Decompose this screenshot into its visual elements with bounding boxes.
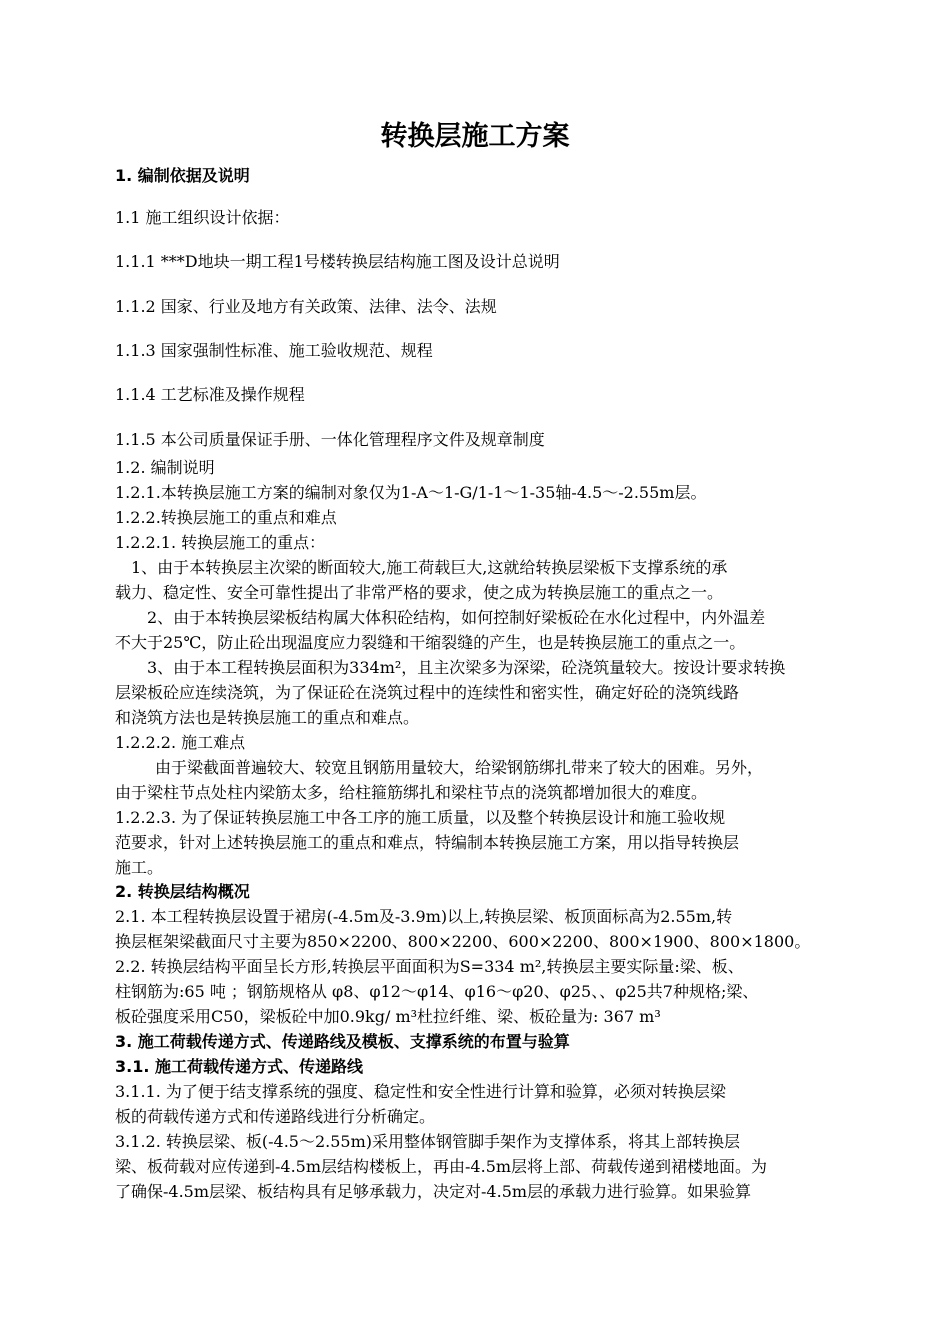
text-line: 换层框架梁截面尺寸主要为850×2200、800×2200、600×2200、800×1900、800×1800。: [115, 932, 811, 951]
text-line: 由于梁柱节点处柱内梁筋太多，给柱箍筋绑扎和梁柱节点的浇筑都增加很大的难度。: [115, 783, 708, 802]
text-line: 2.2. 转换层结构平面呈长方形,转换层平面面积为S=334 m²,转换层主要实际量:梁、板、: [115, 957, 744, 976]
text-line: 1.1.5 本公司质量保证手册、一体化管理程序文件及规章制度: [115, 430, 545, 449]
text-line: 和浇筑方法也是转换层施工的重点和难点。: [115, 708, 420, 727]
text-line: 1.1.3 国家强制性标准、施工验收规范、规程: [115, 341, 433, 360]
text-line: 施工。: [115, 858, 164, 877]
text-line: 1.2.2.2. 施工难点: [115, 733, 246, 752]
heading-3-1: 3.1. 施工荷载传递方式、传递路线: [115, 1057, 363, 1076]
text-line: 由于梁截面普遍较大、较宽且钢筋用量较大，给梁钢筋绑扎带来了较大的困难。另外，: [155, 758, 764, 777]
text-line: 2、由于本转换层梁板结构属大体积砼结构，如何控制好梁板砼在水化过程中，内外温差: [147, 608, 766, 627]
text-line: 3.1.1. 为了便于结支撑系统的强度、稳定性和安全性进行计算和验算，必须对转换层梁: [115, 1082, 726, 1101]
text-line: 板的荷载传递方式和传递路线进行分析确定。: [115, 1107, 436, 1126]
text-line: 板砼强度采用C50，梁板砼中加0.9kg/ m³杜拉纤维、梁、板砼量为: 367 m³: [115, 1007, 661, 1026]
text-line: 3.1.2. 转换层梁、板(-4.5～2.55m)采用整体钢管脚手架作为支撑体系，将其上部转换层: [115, 1132, 741, 1151]
heading-3: 3. 施工荷载传递方式、传递路线及模板、支撑系统的布置与验算: [115, 1032, 570, 1051]
text-line: 1.1.1 ***D地块一期工程1号楼转换层结构施工图及设计总说明: [115, 252, 560, 271]
text-line: 了确保-4.5m层梁、板结构具有足够承载力，决定对-4.5m层的承载力进行验算。如果验算: [115, 1182, 752, 1201]
text-line: 1.1.4 工艺标准及操作规程: [115, 385, 305, 404]
text-line: 范要求，针对上述转换层施工的重点和难点，特编制本转换层施工方案，用以指导转换层: [115, 833, 740, 852]
text-line: 1.2. 编制说明: [115, 458, 215, 477]
text-line: 2.1. 本工程转换层设置于裙房(-4.5m及-3.9m)以上,转换层梁、板顶面标高为2.55m,转: [115, 907, 733, 926]
text-line: 梁、板荷载对应传递到-4.5m层结构楼板上，再由-4.5m层将上部、荷载传递到裙楼地面。为: [115, 1157, 768, 1176]
text-line: 不大于25℃，防止砼出现温度应力裂缝和干缩裂缝的产生，也是转换层施工的重点之一。: [115, 633, 746, 652]
text-line: 1.2.2.3. 为了保证转换层施工中各工序的施工质量，以及整个转换层设计和施工验收规: [115, 808, 726, 827]
text-line: 柱钢筋为:65 吨 ；钢筋规格从 φ8、φ12～φ14、φ16～φ20、φ25、、φ25共7种规格;梁、: [115, 982, 759, 1001]
text-line: 载力、稳定性、安全可靠性提出了非常严格的要求，使之成为转换层施工的重点之一。: [115, 583, 724, 602]
text-line: 1.1 施工组织设计依据：: [115, 208, 290, 227]
text-line: 层梁板砼应连续浇筑，为了保证砼在浇筑过程中的连续性和密实性，确定好砼的浇筑线路: [115, 683, 740, 702]
heading-1: 1. 编制依据及说明: [115, 166, 250, 185]
text-line: 1.2.1.本转换层施工方案的编制对象仅为1-A～1-G/1-1～1-35轴-4.5～-2.55m层。: [115, 483, 707, 502]
text-line: 3、由于本工程转换层面积为334m²，且主次梁多为深梁，砼浇筑量较大。按设计要求转换: [147, 658, 786, 677]
document-title: 转换层施工方案: [380, 121, 570, 152]
text-line: 1.1.2 国家、行业及地方有关政策、法律、法令、法规: [115, 297, 497, 316]
text-line: 1.2.2.1. 转换层施工的重点：: [115, 533, 326, 552]
heading-2: 2. 转换层结构概况: [115, 882, 250, 901]
text-line: 1、由于本转换层主次梁的断面较大,施工荷载巨大,这就给转换层梁板下支撑系统的承: [131, 558, 728, 577]
text-line: 1.2.2.转换层施工的重点和难点: [115, 508, 337, 527]
